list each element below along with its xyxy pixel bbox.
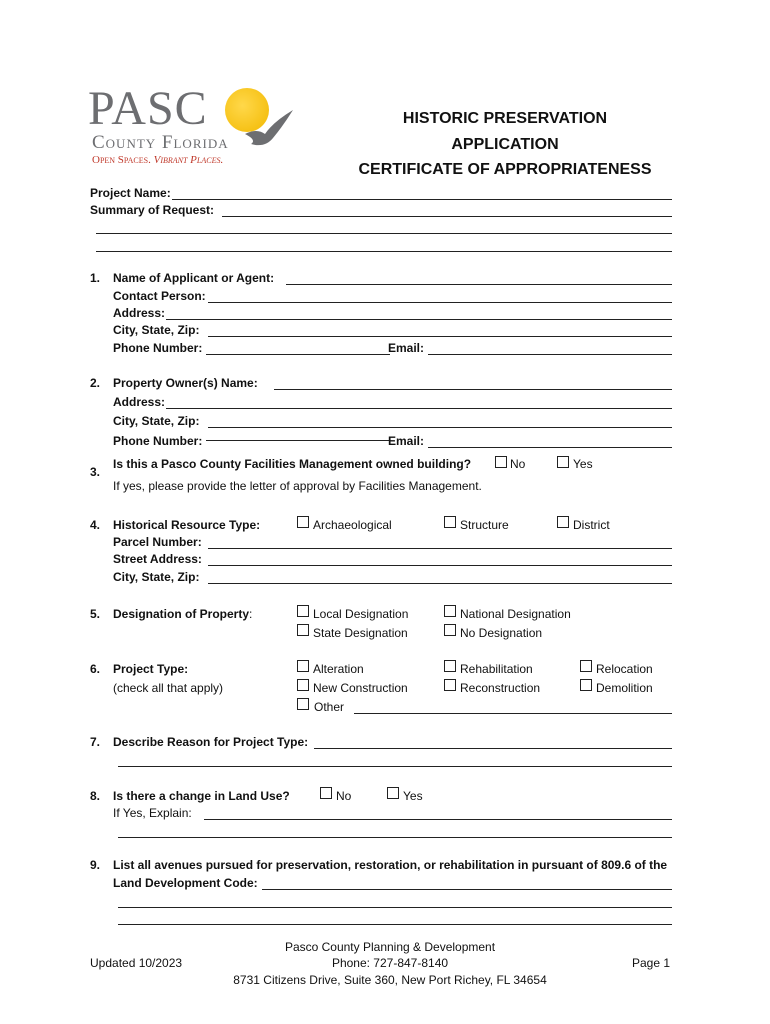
summary-field-2[interactable]: [96, 233, 672, 234]
s3-no-checkbox[interactable]: [495, 456, 507, 468]
footer-phone: Phone: 727-847-8140: [331, 956, 449, 970]
s6-alteration-checkbox[interactable]: [297, 660, 309, 672]
s9-label-2: Land Development Code:: [113, 876, 258, 890]
logo-main-text: PASC: [88, 82, 208, 135]
title-line-3: CERTIFICATE OF APPROPRIATENESS: [358, 161, 652, 178]
s7-label: Describe Reason for Project Type:: [113, 735, 309, 749]
s1-address-label: Address:: [113, 306, 166, 320]
s1-applicant-field[interactable]: [286, 284, 672, 285]
s8-number: 8.: [90, 789, 101, 803]
logo-tagline: [92, 154, 223, 166]
s1-contact-field[interactable]: [208, 302, 672, 303]
s4-structure-label: Structure: [460, 518, 509, 532]
footer-address: 8731 Citizens Drive, Suite 360, New Port Richey, FL 34654: [233, 973, 547, 987]
s1-email-label: Email:: [388, 341, 425, 355]
s8-explain-field-2[interactable]: [118, 837, 672, 838]
s4-district-checkbox[interactable]: [557, 516, 569, 528]
s4-street-field[interactable]: [208, 565, 672, 566]
s5-local-checkbox[interactable]: [297, 605, 309, 617]
s4-archaeological-label: Archaeological: [313, 518, 392, 532]
s8-no-checkbox[interactable]: [320, 787, 332, 799]
s6-rehab-checkbox[interactable]: [444, 660, 456, 672]
s6-relocation-checkbox[interactable]: [580, 660, 592, 672]
s5-national-label: National Designation: [460, 607, 571, 621]
s4-district-label: District: [573, 518, 610, 532]
s3-yes-checkbox[interactable]: [557, 456, 569, 468]
s6-recon-checkbox[interactable]: [444, 679, 456, 691]
bird-icon: [243, 104, 295, 152]
s4-parcel-field[interactable]: [208, 548, 672, 549]
s2-number: 2.: [90, 376, 101, 390]
s1-city-label: City, State, Zip:: [113, 323, 200, 337]
logo-sub-text: County Florida: [92, 132, 229, 153]
s2-phone-label: Phone Number:: [113, 434, 203, 448]
s7-number: 7.: [90, 735, 101, 749]
s5-state-checkbox[interactable]: [297, 624, 309, 636]
s4-number: 4.: [90, 518, 101, 532]
s3-question: Is this a Pasco County Facilities Management owned building?: [113, 457, 472, 471]
s6-demolition-label: Demolition: [596, 681, 653, 695]
s8-label: Is there a change in Land Use?: [113, 789, 290, 803]
s1-contact-label: Contact Person:: [113, 289, 206, 303]
s5-none-checkbox[interactable]: [444, 624, 456, 636]
s6-alteration-label: Alteration: [313, 662, 364, 676]
footer-updated: Updated 10/2023: [90, 956, 183, 970]
s4-city-label: City, State, Zip:: [113, 570, 200, 584]
s5-state-label: State Designation: [313, 626, 408, 640]
s6-sublabel: (check all that apply): [113, 681, 224, 695]
s4-parcel-label: Parcel Number:: [113, 535, 202, 549]
s6-demolition-checkbox[interactable]: [580, 679, 592, 691]
s5-local-label: Local Designation: [313, 607, 409, 621]
s2-address-label: Address:: [113, 395, 166, 409]
s2-owner-label: Property Owner(s) Name:: [113, 376, 258, 390]
s6-recon-label: Reconstruction: [460, 681, 541, 695]
s9-field-3[interactable]: [118, 924, 672, 925]
title-line-2: APPLICATION: [451, 136, 559, 153]
s9-number: 9.: [90, 858, 101, 872]
s1-applicant-label: Name of Applicant or Agent:: [113, 271, 275, 285]
s6-label: Project Type:: [113, 662, 189, 676]
s4-city-field[interactable]: [208, 583, 672, 584]
project-name-label: Project Name:: [90, 186, 171, 200]
project-name-field[interactable]: [172, 199, 672, 200]
s7-field-1[interactable]: [314, 748, 672, 749]
s4-label: Historical Resource Type:: [113, 518, 261, 532]
s6-other-checkbox[interactable]: [297, 698, 309, 710]
s9-label-1: List all avenues pursued for preservation, restoration, or rehabilitation in pursuant of 809.6 of the: [113, 858, 668, 872]
s1-email-field[interactable]: [428, 354, 672, 355]
s3-number: 3.: [90, 465, 101, 479]
s4-structure-checkbox[interactable]: [444, 516, 456, 528]
summary-field-3[interactable]: [96, 251, 672, 252]
s5-label-colon: :: [249, 607, 253, 621]
s1-city-field[interactable]: [208, 336, 672, 337]
s2-city-field[interactable]: [208, 427, 672, 428]
s6-rehab-label: Rehabilitation: [460, 662, 533, 676]
s8-yes-label: Yes: [403, 789, 423, 803]
s2-address-field[interactable]: [166, 408, 672, 409]
s3-no-label: No: [510, 457, 526, 471]
s1-phone-field[interactable]: [206, 354, 390, 355]
s2-email-field[interactable]: [428, 447, 672, 448]
s2-phone-field[interactable]: [206, 440, 390, 441]
s8-no-label: No: [336, 789, 352, 803]
s8-explain-label: If Yes, Explain:: [113, 806, 192, 820]
s3-note: If yes, please provide the letter of approval by Facilities Management.: [113, 479, 482, 493]
s5-none-label: No Designation: [460, 626, 543, 640]
pasco-logo: [88, 84, 298, 169]
s1-number: 1.: [90, 271, 101, 285]
footer-dept: Pasco County Planning & Development: [284, 940, 496, 954]
s6-other-label: Other: [314, 700, 345, 714]
s6-newcon-label: New Construction: [313, 681, 408, 695]
s7-field-2[interactable]: [118, 766, 672, 767]
summary-label: Summary of Request:: [90, 203, 215, 217]
s9-field-1[interactable]: [262, 889, 672, 890]
s6-number: 6.: [90, 662, 101, 676]
s5-number: 5.: [90, 607, 101, 621]
s2-owner-field[interactable]: [274, 389, 672, 390]
logo-tagline-a: Open Spaces.: [92, 154, 151, 166]
s6-other-field[interactable]: [354, 713, 672, 714]
summary-field-1[interactable]: [222, 216, 672, 217]
s2-city-label: City, State, Zip:: [113, 414, 200, 428]
logo-tagline-b: Vibrant Places.: [153, 154, 224, 166]
s3-yes-label: Yes: [573, 457, 593, 471]
s9-field-2[interactable]: [118, 907, 672, 908]
s1-address-field[interactable]: [166, 319, 672, 320]
s5-national-checkbox[interactable]: [444, 605, 456, 617]
s4-archaeological-checkbox[interactable]: [297, 516, 309, 528]
title-line-1: HISTORIC PRESERVATION: [402, 110, 608, 127]
s8-yes-checkbox[interactable]: [387, 787, 399, 799]
s4-street-label: Street Address:: [113, 552, 202, 566]
s6-relocation-label: Relocation: [596, 662, 653, 676]
s5-label-text: Designation of Property: [113, 607, 250, 621]
s6-newcon-checkbox[interactable]: [297, 679, 309, 691]
s8-explain-field-1[interactable]: [204, 819, 672, 820]
s1-phone-label: Phone Number:: [113, 341, 203, 355]
s2-email-label: Email:: [388, 434, 425, 448]
s5-label: [113, 607, 252, 621]
footer-page: Page 1: [632, 956, 671, 970]
